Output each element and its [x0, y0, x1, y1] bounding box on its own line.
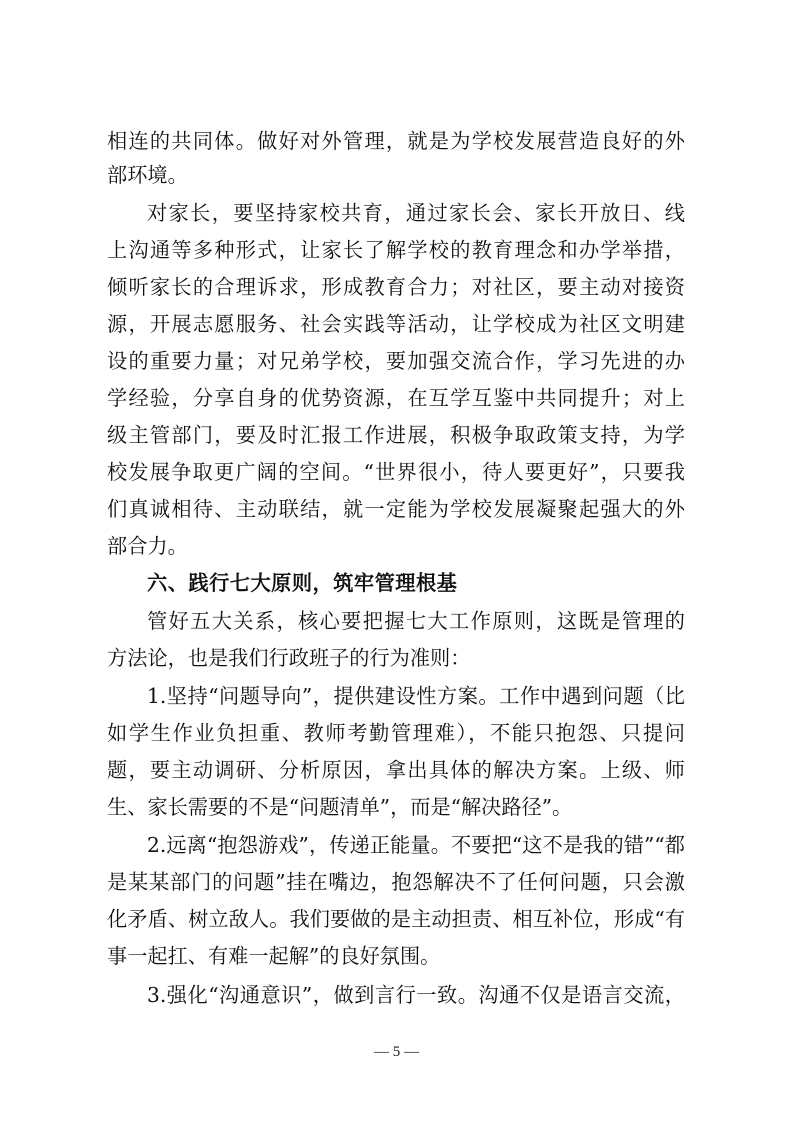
- page-number: — 5 —: [374, 1044, 419, 1060]
- paragraph-first-line: 管好五大关系，核心要把握七大工作原则，这既是管理的: [147, 609, 685, 633]
- body-line: 部环境。: [107, 163, 188, 187]
- body-line: 级主管部门，要及时汇报工作进展，积极争取政策支持，为学: [107, 423, 685, 447]
- section-heading: 六、践行七大原则，筑牢管理根基: [147, 571, 458, 595]
- body-line: 们真诚相待、主动联结，就一定能为学校发展凝聚起强大的外: [107, 497, 685, 521]
- body-line: 部合力。: [107, 534, 188, 558]
- body-line: 校发展争取更广阔的空间。“世界很小，待人要更好”，只要我: [107, 460, 685, 484]
- paragraph-first-line: 3.强化“沟通意识”，做到言行一致。沟通不仅是语言交流，: [147, 983, 685, 1007]
- body-line: 相连的共同体。做好对外管理，就是为学校发展营造良好的外: [107, 129, 685, 153]
- body-line: 设的重要力量；对兄弟学校，要加强交流合作，学习先进的办: [107, 349, 685, 373]
- body-line: 学经验，分享自身的优势资源，在互学互鉴中共同提升；对上: [107, 386, 685, 410]
- paragraph-first-line: 对家长，要坚持家校共育，通过家长会、家长开放日、线: [147, 201, 685, 225]
- body-line: 倾听家长的合理诉求，形成教育合力；对社区，要主动对接资: [107, 275, 685, 299]
- paragraph-first-line: 2.远离“抱怨游戏”，传递正能量。不要把“这不是我的错”“都: [147, 833, 685, 857]
- body-line: 化矛盾、树立敌人。我们要做的是主动担责、相互补位，形成“有: [107, 907, 685, 931]
- body-line: 生、家长需要的不是“问题清单”，而是“解决路径”。: [107, 795, 573, 819]
- body-line: 事一起扛、有难一起解”的良好氛围。: [107, 944, 441, 968]
- body-line: 源，开展志愿服务、社会实践等活动，让学校成为社区文明建: [107, 312, 685, 336]
- body-line: 如学生作业负担重、教师考勤管理难），不能只抱怨、只提问: [107, 721, 685, 745]
- body-line: 题，要主动调研、分析原因，拿出具体的解决方案。上级、师: [107, 758, 685, 782]
- body-line: 上沟通等多种形式，让家长了解学校的教育理念和办学举措，: [107, 238, 685, 262]
- paragraph-first-line: 1.坚持“问题导向”，提供建设性方案。工作中遇到问题（比: [147, 684, 685, 708]
- body-line: 方法论，也是我们行政班子的行为准则：: [107, 646, 471, 670]
- body-line: 是某某部门的问题”挂在嘴边，抱怨解决不了任何问题，只会激: [107, 870, 685, 894]
